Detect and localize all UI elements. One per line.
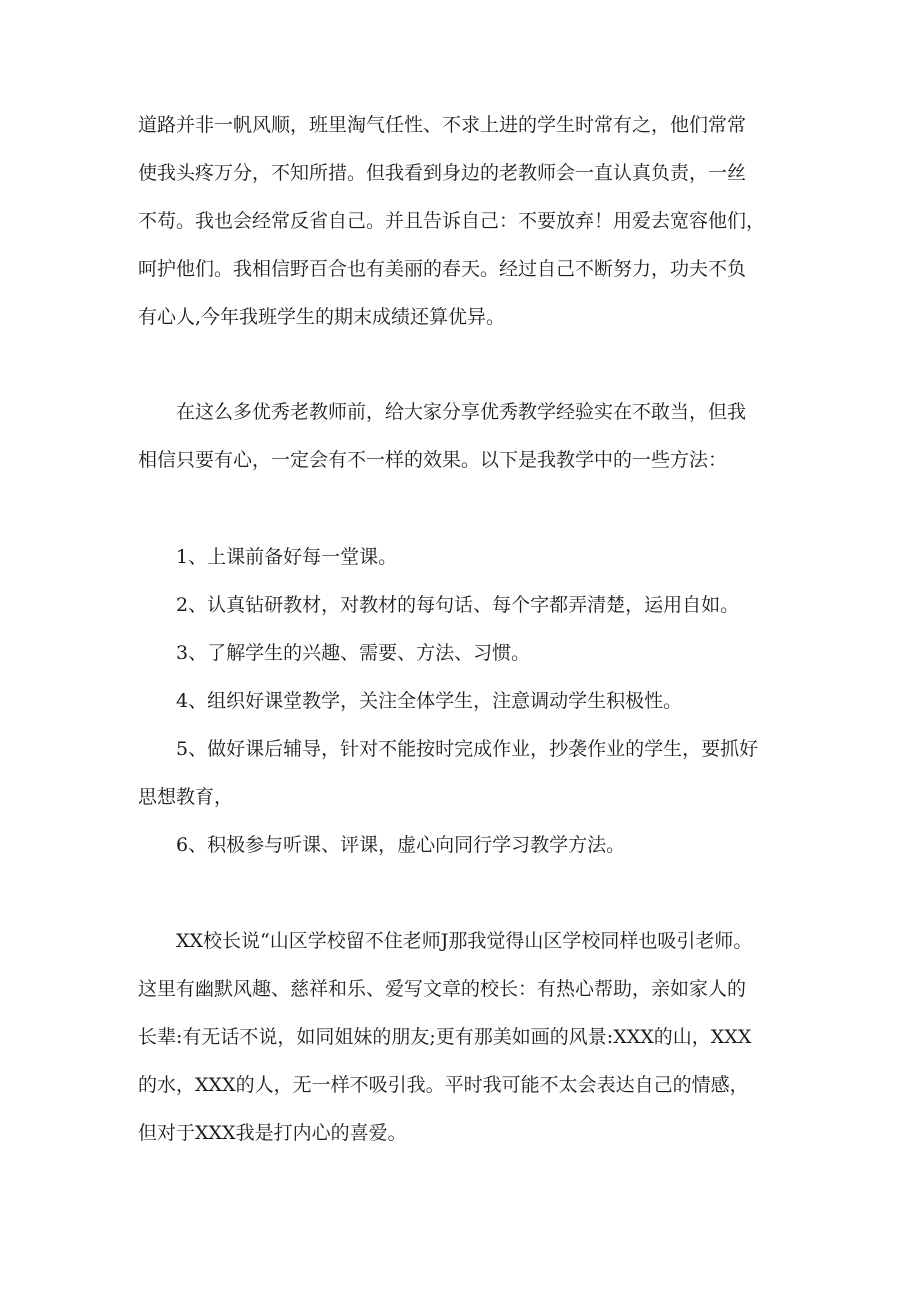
paragraph-1-line-4: 呵护他们。我相信野百合也有美丽的春天。经过自己不断努力，功夫不负 [138, 258, 747, 280]
paragraph-3-line-4: 的水，XXX的人，无一样不吸引我。平时我可能不太会表达自己的情感， [138, 1074, 749, 1096]
paragraph-2-line-2: 相信只要有心，一定会有不一样的效果。以下是我教学中的一些方法： [138, 449, 728, 471]
list-item-4: 4、组织好课堂教学，关注全体学生，注意调动学生积极性。 [176, 690, 683, 712]
list-item-2: 2、认真钻研教材，对教材的每句话、每个字都弄清楚，运用自如。 [176, 594, 740, 616]
paragraph-2-line-1: 在这么多优秀老教师前，给大家分享优秀教学经验实在不敢当，但我 [176, 401, 747, 423]
paragraph-3-line-1: XX校长说“山区学校留不住老师J那我觉得山区学校同样也吸引老师。 [176, 930, 753, 952]
list-item-1: 1、上课前备好每一堂课。 [176, 546, 398, 568]
list-item-3: 3、了解学生的兴趣、需要、方法、习惯。 [176, 642, 531, 664]
paragraph-1-line-3: 不苟。我也会经常反省自己。并且告诉自己：不要放弃！用爱去宽容他们， [138, 210, 766, 232]
paragraph-1-line-1: 道路并非一帆风顺，班里淘气任性、不求上进的学生时常有之，他们常常 [138, 114, 747, 136]
list-item-5-continuation: 思想教育， [138, 786, 234, 808]
paragraph-3-line-3: 长辈:有无话不说，如同姐妹的朋友;更有那美如画的风景:XXX的山，XXX [138, 1026, 752, 1048]
paragraph-3-line-2: 这里有幽默风趣、慈祥和乐、爱写文章的校长：有热心帮助，亲如家人的 [138, 978, 747, 1000]
list-item-6: 6、积极参与听课、评课，虚心向同行学习教学方法。 [176, 834, 626, 856]
paragraph-1-line-2: 使我头疼万分，不知所措。但我看到身边的老教师会一直认真负责，一丝 [138, 162, 747, 184]
paragraph-1-line-5: 有心人,今年我班学生的期末成绩还算优异。 [138, 306, 506, 328]
list-item-5: 5、做好课后辅导，针对不能按时完成作业，抄袭作业的学生，要抓好 [176, 738, 759, 760]
paragraph-3-line-5: 但对于XXX我是打内心的喜爱。 [138, 1122, 407, 1144]
